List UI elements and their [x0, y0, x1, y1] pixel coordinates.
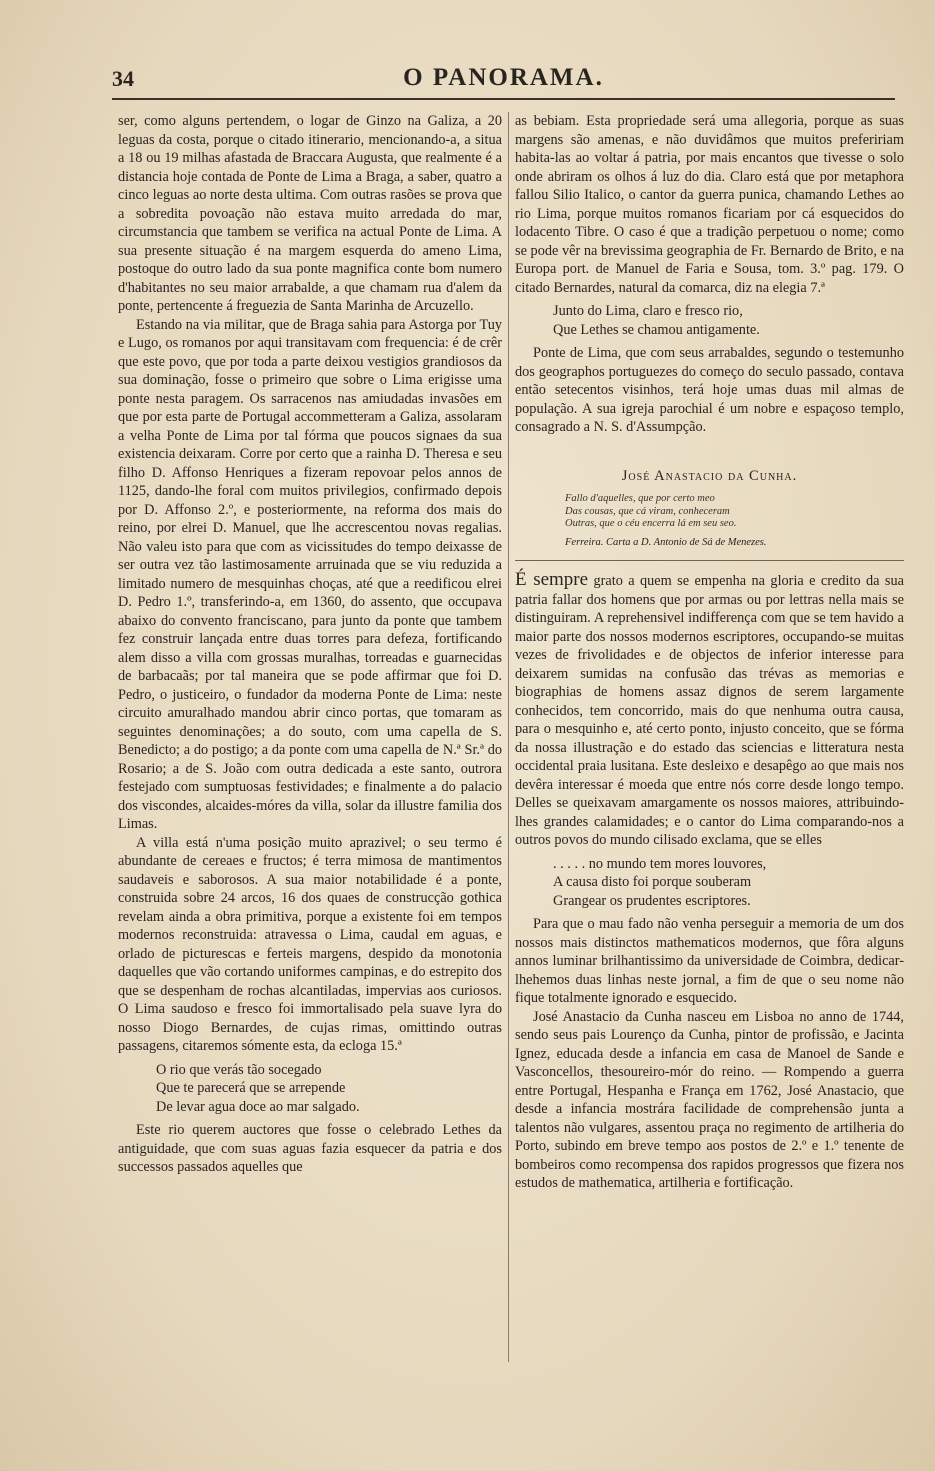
- epigraph: [565, 493, 904, 531]
- paragraph: Para que o mau fado não venha perseguir a memoria de um dos nossos mais distinctos mathematicos modernos, que fôra alguns annos luminar brilhantissimo da universidade de Coimbra, dedicar-lhehemos duas linhas neste jornal, a fim de que o seu nome não fique totalmente ignorado e esquecido.: [515, 916, 904, 1006]
- verse-line: De levar agua doce ao mar salgado.: [156, 1098, 360, 1115]
- verse-line: . . . . . no mundo tem mores louvores,: [553, 855, 767, 872]
- paragraph: as bebiam. Esta propriedade será uma allegoria, porque as suas margens são amenas, e não duvidâmos que muitos prefeririam habita-las ao voltar á patria, por mais encantos que tivesse o solo onde abriram os olhos á luz do dia. Claro está que por metaphora fallou Silio Italico, o cantor da guerra punica, chamando Lethes ao rio Lima, porque muitos romanos ficariam por cá esquecidos do lodacento Tibre. O caso é que a tradição perpetuou o nome; como se pode vêr na brevissima geographia de Fr. Bernardo de Brito, e na Europa port. de Manuel de Faria e Sousa, tom. 3.º pag. 179. O citado Bernardes, natural da comarca, diz na elegia 7.ª: [515, 113, 904, 296]
- paragraph: [515, 571, 904, 850]
- paragraph: Ponte de Lima, que com seus arrabaldes, segundo o testemunho dos geographos portuguezes do começo do seculo passado, contava então setecentos visinhos, terá hoje umas duas mil almas de população. A sua igreja parochial é um nobre e espaçoso templo, consagrado a N. S. d'Assumpção.: [515, 345, 904, 435]
- paragraph: Estando na via militar, que de Braga sahia para Astorga por Tuy e Lugo, os romanos por aqui transitavam com frequencia: é de crêr que este povo, que por toda a parte deixou vestigios grandiosos da sua dominação, fosse o primeiro que sobre o Lima erigisse uma ponte nesta paragem. Os sarracenos nas amiudadas invasões em que por esta parte de Portugal accommetteram a Galiza, assolaram a velha Ponte de Lima por tal fórma que poucos signaes da sua existencia deixaram. Corre por certo que a rainha D. Theresa e seu filho D. Affonso Henriques a fizeram repovoar pelos annos de 1125, dando-lhe foral com muitos privilegios, confirmado depois por D. Affonso 2.º, e posteriormente, na reforma dos mais do reino, por elrei D. Manuel, que lhe accrescentou novas regalias. Não valeu isto para que com as vicissitudes do tempo deixasse de ser outra vez tão lastimosamente arruinada que se viu reduzida a limitado numero de mesquinhas choças, até que a reedificou elrei D. Pedro 1.º, transferindo-a, em 1360, do assento, que occupava abaixo do convento franciscano, para junto da ponte que tambem fez construir lançada entre duas torres para defeza, fortificando alem disso a villa com grossas muralhas, torreadas e guarnecidas de barbacaãs; por tal maneira que se pode affirmar que foi D. Pedro, o justiceiro, o fundador da moderna Ponte de Lima: neste circuito amuralhado mandou abrir cinco portas, que tomaram as seguintes denominações; a do souto, com uma capella de S. Benedicto; a do postigo; a da ponte com uma capella de N.ª Sr.ª do Rosario; a de S. João com outra dedicada a este santo, outrora festejado com sumptuosas festividades; e finalmente a do palacio dos viscondes, alcaides-móres da villa, solar da illustre familia dos Limas.: [118, 316, 502, 832]
- verse-line: A causa disto foi porque souberam: [553, 874, 752, 890]
- page-number: 34: [112, 66, 134, 91]
- verse-line: O rio que verás tão socegado: [156, 1061, 322, 1078]
- verse-line: Junto do Lima, claro e fresco rio,: [553, 303, 743, 319]
- paragraph: ser, como alguns pertendem, o logar de Ginzo na Galiza, a 20 leguas da costa, porque o citado itinerario, mencionando-a, a situa a 18 ou 19 milhas afastada de Braccara Augusta, que realmente é a distancia hoje contada de Ponte de Lima a Braga, a saber, quatro a cinco leguas ao norte desta ultima. Com outras rasões se prova que a sobredita povoação não estava muito arredada do mar, circumstancia que tambem se verifica na actual Ponte de Lima. A sua presente situação é na margem esquerda do ameno Lima, postoque do outro lado da sua ponte magnifica conte bom numero d'habitantes no seu maior arrabalde, a que chamam rua d'alem da ponte, pertencente á freguezia de Santa Marinha de Arcuzello.: [118, 113, 502, 314]
- section-rule: [515, 560, 904, 561]
- paragraph: A villa está n'uma posição muito aprazivel; o seu termo é abundante de cereaes e fructos; é terra mimosa de mantimentos saudaveis e saborosos. A sua maior notabilidade é a ponte, construida sobre 24 arcos, 16 dos quaes de construcção gothica revelam ainda a obra primitiva, porque a existente foi em tempos modernos reconstruida: atravessa o Lima, caudal em aguas, e orlado de picturescas e ferteis margens, despido da monotonia daquelles que vão cortando uniformes campinas, e do estrepito dos que se despenham de rochas alcantiladas, impervias aos curiosos. O Lima saudoso e fresco foi immortalisado pela suave lyra do nosso Diogo Bernardes, de cujas rimas, omittindo outras passagens, citaremos sómente esta, da ecloga 15.ª: [118, 834, 502, 1054]
- opening-words: É sempre: [515, 569, 589, 590]
- left-column: [118, 112, 502, 1177]
- verse-line: Grangear os prudentes escriptores.: [553, 892, 751, 909]
- epigraph-line: Das cousas, que cá viram, conheceram: [565, 505, 730, 517]
- verse-line: Que te parecerá que se arrepende: [156, 1080, 346, 1096]
- page-header: [112, 62, 895, 100]
- paragraph: Este rio querem auctores que fosse o celebrado Lethes da antiguidade, que com suas aguas fazia esquecer da patria e dos successos passados aquelles que: [118, 1122, 502, 1175]
- epigraph-source: Ferreira. Carta a D. Antonio de Sá de Menezes.: [565, 536, 767, 548]
- epigraph-line: Fallo d'aquelles, que por certo meo: [565, 493, 715, 504]
- right-column: [515, 112, 904, 1193]
- paragraph: José Anastacio da Cunha nasceu em Lisboa no anno de 1744, sendo seus pais Lourenço da Cunha, pintor de profissão, e Jacinta Ignez, educada desde a infancia em casa de Manoel de Sande e Vasconcellos, thesoureiro-mór do reino. — Rompendo a guerra entre Portugal, Hespanha e França em 1762, José Anastacio, que desde a infancia mostrára facilidade de comprehensão junta a talentos não vulgares, assentou praça no regimento de artilheria do Porto, subindo em breve tempo aos postos de 2.º e 1.º tenente de bombeiros como recompensa dos rapidos progressos que fizera nos estudos de mathematica, artilheria e fortificação.: [515, 1008, 904, 1191]
- column-divider: [508, 112, 509, 1362]
- epigraph-line: Outras, que o céu encerra lá em seu seo.: [565, 518, 737, 529]
- paragraph-text: grato a quem se empenha na gloria e credito da sua patria fallar dos homens que por armas ou por lettras nella mais se distinguiram. A reprehensivel indifferença com que se tem havido a maior parte dos nossos modernos escriptores, occupando-se muitas vezes de frivolidades e de objectos de inferior interesse para deixarem sumidas na confusão das trévas as memorias e biographias de homens assaz dignos de serem largamente conhecidos, tem concorrido, mais do que nenhuma outra causa, para o mesquinho e, até certo ponto, injusto conceito, que se fórma da nossa illustração e do estado das sciencias e litteratura nesta occidental praia lusitana. Este desleixo e desapêgo ao que mais nos devêra interessar é moeda que entre nós corre desde longo tempo. Delles se queixavam amargamente os nossos maiores, attribuindo-lhes grandes calamidades; e o cantor do Lima comparando-nos a outros povos do mundo cilisado exclama, que se elles: [515, 573, 904, 848]
- section-title: José Anastacio da Cunha.: [621, 467, 798, 484]
- verse-line: Que Lethes se chamou antigamente.: [553, 321, 760, 338]
- verse-block: [156, 1061, 502, 1117]
- running-title: O PANORAMA.: [403, 64, 604, 91]
- verse-block: [553, 302, 904, 339]
- verse-block: [553, 855, 904, 911]
